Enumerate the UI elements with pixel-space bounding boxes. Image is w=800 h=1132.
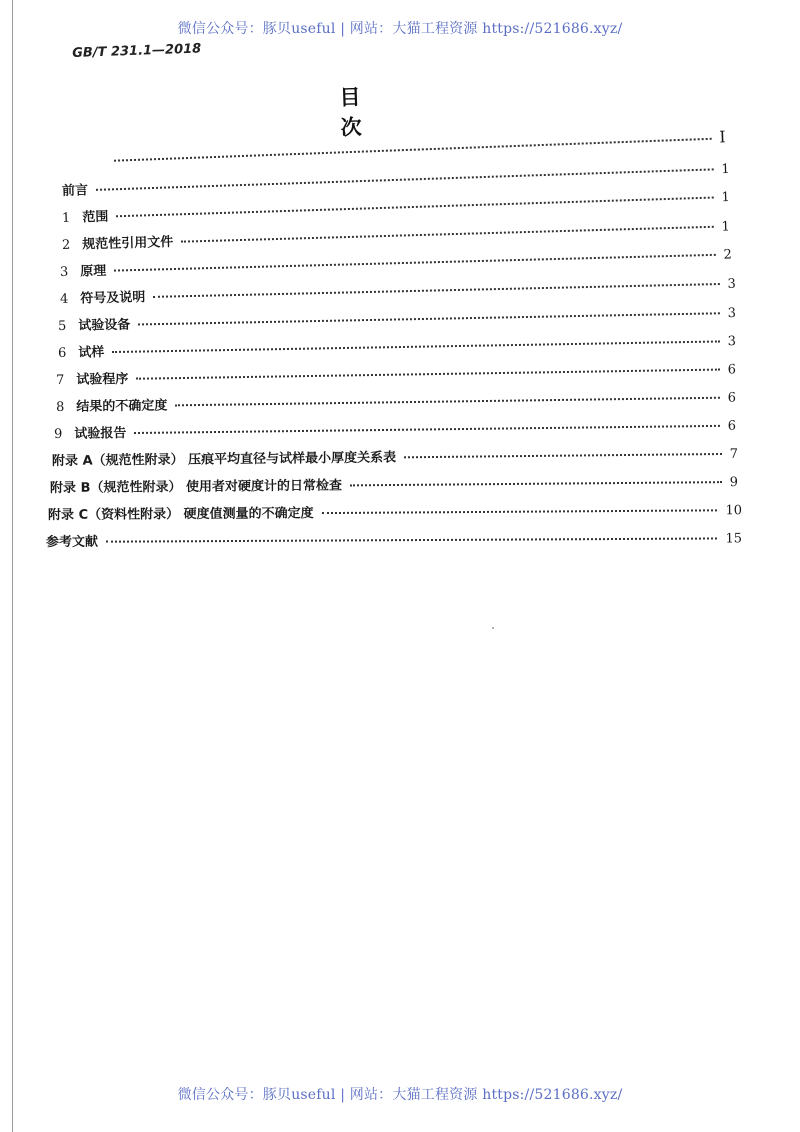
- toc-entry-page: 2: [723, 247, 733, 263]
- toc-entry-page: 9: [729, 474, 739, 491]
- toc-entry-page: 1: [721, 219, 731, 235]
- toc-entry-text: 试样: [78, 345, 105, 361]
- toc-entry-number: 2: [61, 237, 71, 253]
- toc-entry-label: [60, 260, 107, 280]
- toc-entry-number: 4: [59, 291, 69, 307]
- toc-entry-annex-a[interactable]: [52, 443, 738, 469]
- toc-entry-text: 原理: [80, 263, 107, 280]
- toc-entry-text: 试验报告: [74, 426, 127, 442]
- toc-entry-text: 试验设备: [78, 317, 131, 334]
- toc-entry-number: 5: [57, 318, 67, 334]
- toc-leader-dots: [114, 254, 715, 272]
- toc-entry-text: 规范性引用文件: [82, 234, 174, 253]
- toc-entry-label: 附录 A（规范性附录） 压痕平均直径与试样最小厚度关系表: [51, 450, 397, 469]
- toc-entry-number: 9: [53, 426, 63, 442]
- toc-entry-label: 前言: [61, 183, 89, 199]
- toc-entry-page: 1: [721, 161, 730, 178]
- toc-entry-text: 范围: [82, 209, 109, 226]
- toc-entry-7[interactable]: [56, 358, 736, 388]
- toc-leader-dots: [106, 537, 717, 542]
- toc-entry-label: 参考文献: [45, 534, 99, 550]
- toc-entry-bibliography[interactable]: [46, 527, 742, 550]
- toc-entry-number: 3: [59, 264, 69, 280]
- toc-entry-page: 10: [725, 503, 743, 519]
- watermark-top: 微信公众号：豚贝useful | 网站：大猫工程资源 https://521686.xyz/: [177, 21, 623, 37]
- toc-entry-9[interactable]: [54, 415, 736, 442]
- toc-entry-label: [62, 231, 174, 253]
- toc-leader-dots: [322, 509, 718, 514]
- toc-leader-dots: [181, 226, 713, 243]
- toc-title: 目次: [339, 83, 402, 140]
- toc-leader-dots: [134, 425, 719, 434]
- toc-entry-page: 6: [727, 390, 737, 406]
- watermark-bottom: 微信公众号：豚贝useful | 网站：大猫工程资源 https://521686.xyz/: [177, 1087, 623, 1103]
- toc-entry-label: [54, 422, 127, 442]
- toc-entry-page: 7: [729, 446, 739, 462]
- toc-entry-8[interactable]: [56, 387, 736, 415]
- toc-leader-dots: [153, 283, 719, 298]
- toc-entry-text: 符号及说明: [80, 290, 146, 307]
- toc-leader-dots: [116, 197, 713, 218]
- toc-entry-number: 6: [57, 345, 67, 361]
- toc-entry-label: [56, 368, 129, 388]
- toc-entry-annex-c[interactable]: [48, 499, 742, 523]
- toc-entry-page: 6: [727, 418, 737, 434]
- toc-entry-number: 1: [61, 210, 71, 226]
- toc-entry-label: [58, 314, 131, 334]
- toc-entry-page: 3: [727, 276, 737, 292]
- toc-entry-6[interactable]: [58, 330, 736, 361]
- toc-leader-dots: [350, 481, 722, 486]
- document-code: GB/T 231.1—2018: [72, 41, 202, 61]
- toc-entry-label: 附录 B（规范性附录） 使用者对硬度计的日常检查: [49, 478, 343, 496]
- toc-entry-page: I: [718, 127, 726, 147]
- toc-leader-dots: [136, 369, 719, 380]
- toc-entry-text: 结果的不确定度: [76, 398, 168, 415]
- toc-leader-dots: [114, 138, 711, 162]
- toc-entry-label: [62, 206, 109, 226]
- toc-entry-4[interactable]: [60, 273, 736, 307]
- toc-leader-dots: [96, 168, 713, 190]
- toc-entry-annex-b[interactable]: [50, 471, 738, 496]
- toc-entry-label: [58, 341, 105, 361]
- toc-leader-dots: [138, 312, 719, 325]
- toc-entry-number: 8: [55, 399, 65, 415]
- toc-entry-5[interactable]: [58, 302, 736, 334]
- toc-entry-label: [60, 286, 146, 307]
- toc-entry-text: 试验程序: [76, 371, 129, 388]
- toc-leader-dots: [404, 453, 722, 458]
- toc-entry-page: 3: [727, 334, 737, 350]
- toc-entry-page: 1: [721, 190, 730, 206]
- scan-speck: [492, 627, 494, 629]
- toc-entry-label: [56, 394, 168, 415]
- toc-leader-dots: [112, 340, 719, 353]
- toc-entry-number: 7: [55, 372, 65, 388]
- toc-leader-dots: [175, 397, 719, 407]
- toc-entry-page: 3: [727, 305, 737, 322]
- toc-entry-label: 附录 C（资料性附录） 硬度值测量的不确定度: [47, 506, 314, 523]
- toc-entry-page: 15: [725, 531, 743, 547]
- toc-entry-page: 6: [727, 362, 737, 378]
